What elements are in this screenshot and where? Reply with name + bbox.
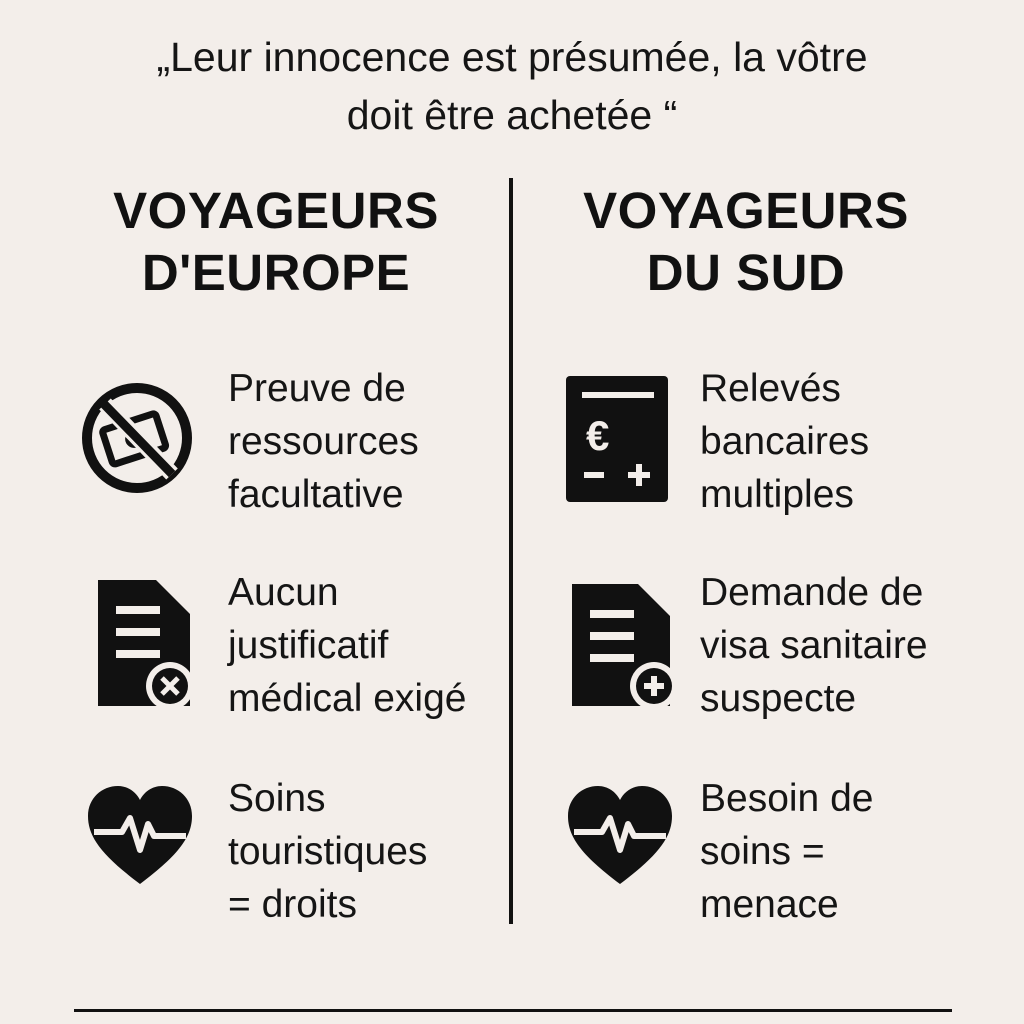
text-line: suspecte (700, 677, 857, 720)
left-item-medical (80, 566, 540, 736)
right-item-bank-text (700, 362, 869, 521)
left-title-line-2: D'EUROPE (141, 244, 411, 301)
left-item-care (80, 772, 540, 942)
text-line: Preuve de (228, 367, 406, 410)
left-item-resources-text (228, 362, 419, 521)
quote-line-1: „Leur innocence est présumée, la vôtre (156, 34, 868, 80)
right-item-visa (564, 566, 1024, 736)
bottom-rule (74, 1009, 952, 1012)
quote-heading (0, 28, 1024, 144)
right-item-care (564, 772, 1024, 942)
left-column-title (56, 180, 496, 304)
heart-pulse-icon (564, 772, 684, 912)
text-line: bancaires (700, 420, 870, 463)
text-line: soins = (700, 830, 825, 873)
left-item-medical-text (228, 566, 466, 725)
left-item-resources (80, 362, 540, 532)
text-line: Besoin de (700, 777, 874, 820)
text-line: ressources (228, 420, 419, 463)
text-line: justificatif (228, 624, 389, 667)
left-item-care-text (228, 772, 427, 931)
no-money-icon (80, 362, 200, 502)
text-line: = droits (228, 883, 357, 926)
bank-statement-euro-icon (564, 362, 684, 502)
text-line: Aucun (228, 571, 339, 614)
quote-line-2: doit être achetée “ (346, 92, 678, 138)
document-x-icon (80, 566, 200, 706)
text-line: médical exigé (228, 677, 467, 720)
right-column-title (526, 180, 966, 304)
heart-pulse-icon (80, 772, 200, 912)
text-line: facultative (228, 473, 404, 516)
right-item-bank (564, 362, 1024, 532)
right-item-care-text (700, 772, 873, 931)
text-line: multiples (700, 473, 854, 516)
svg-text:€: € (586, 412, 610, 459)
text-line: menace (700, 883, 839, 926)
right-title-line-2: DU SUD (646, 244, 846, 301)
left-title-line-1: VOYAGEURS (113, 182, 439, 239)
right-title-line-1: VOYAGEURS (583, 182, 909, 239)
text-line: touristiques (228, 830, 428, 873)
text-line: Demande de (700, 571, 924, 614)
text-line: visa sanitaire (700, 624, 928, 667)
text-line: Relevés (700, 367, 841, 410)
document-plus-icon (564, 566, 684, 706)
right-item-visa-text (700, 566, 928, 725)
text-line: Soins (228, 777, 326, 820)
